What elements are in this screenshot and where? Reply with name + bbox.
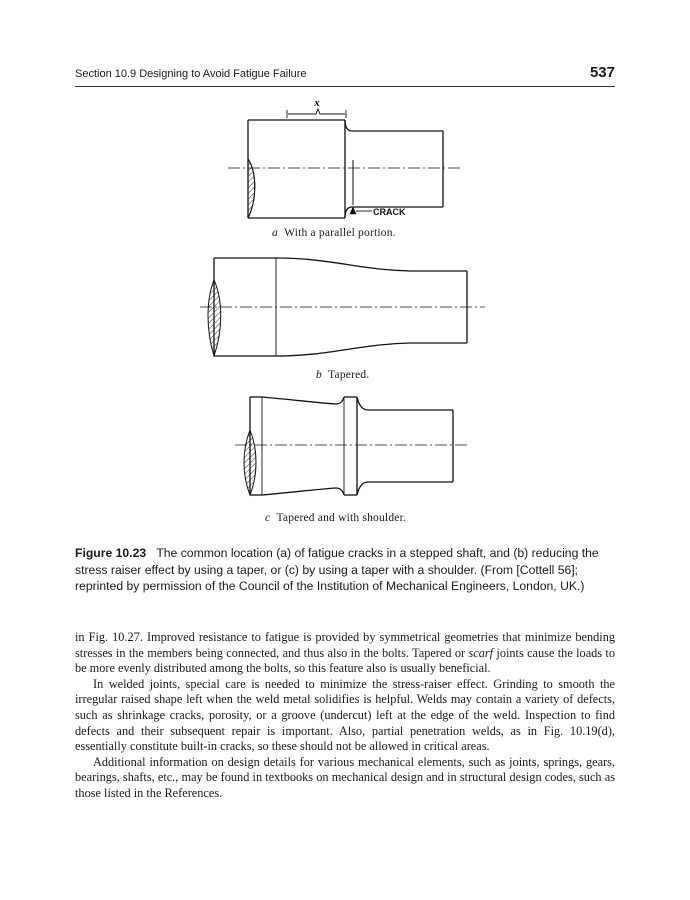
panel-a-caption-text: With a parallel portion. — [284, 227, 396, 239]
panel-c-caption-text: Tapered and with shoulder. — [276, 512, 407, 524]
panel-c-letter: c — [265, 512, 271, 524]
panel-c-caption — [265, 512, 406, 524]
paragraph-3: Additional information on design details for various mechanical elements, such as joints, springs, gears, bearings, shafts, etc., may be found in textbooks on mechanical design and in structural design codes, such as those listed in the References. — [75, 754, 615, 800]
figure-caption-text: The common location (a) of fatigue cracks in a stepped shaft, and (b) reducing the stress raiser effect by using a taper, or (c) by using a taper with a shoulder. (From [Cottell 56]; reprinted by permission of the Council of the Institution of Mechanical Engineers, London, UK.) — [75, 546, 599, 593]
panel-b-caption — [316, 369, 369, 381]
paragraph-1-part-a: in Fig. 10.27. Improved resistance to fatigue is provided by symmetrical geometries that minimize bending stresses in the members being connected, and thus also in the bolts. Tapered or — [75, 630, 615, 660]
page-number: 537 — [589, 64, 615, 81]
emphasis-scarf: scarf — [468, 645, 494, 660]
body-text — [75, 630, 615, 802]
panel-a-letter: a — [272, 227, 278, 239]
figure-caption — [75, 545, 615, 595]
dimension-x-label: x — [314, 97, 320, 109]
panel-a-caption — [272, 227, 396, 239]
panel-b-letter: b — [316, 369, 322, 381]
panel-b-caption-text: Tapered. — [328, 369, 370, 381]
paragraph-1-part-b: joints cause the loads to be more evenly distributed among the bolts, so this feature also is usually beneficial. — [75, 645, 615, 676]
figure-label: Figure 10.23 — [75, 546, 147, 560]
crack-label: CRACK — [373, 207, 406, 217]
paragraph-1 — [75, 630, 615, 677]
panel-a-shaft — [228, 109, 460, 218]
paragraph-2: In welded joints, special care is needed to minimize the stress-raiser effect. Grinding to smooth the irregular raised shape left when the weld metal solidifies is helpful. Welds may contain a variety of defects, such as shrinkage cracks, porosity, or a groove (undercut) left at the edge of the weld. Inspection to find defects and their subsequent repair is important. Also, partial penetration welds, as in Fig. 10.19(d), essentially constitute built-in cracks, so these should not be allowed in critical areas. — [75, 676, 615, 754]
section-title: Section 10.9 Designing to Avoid Fatigue Failure — [75, 68, 307, 80]
panel-c-shaft — [235, 397, 470, 495]
panel-b-shaft — [200, 258, 485, 356]
